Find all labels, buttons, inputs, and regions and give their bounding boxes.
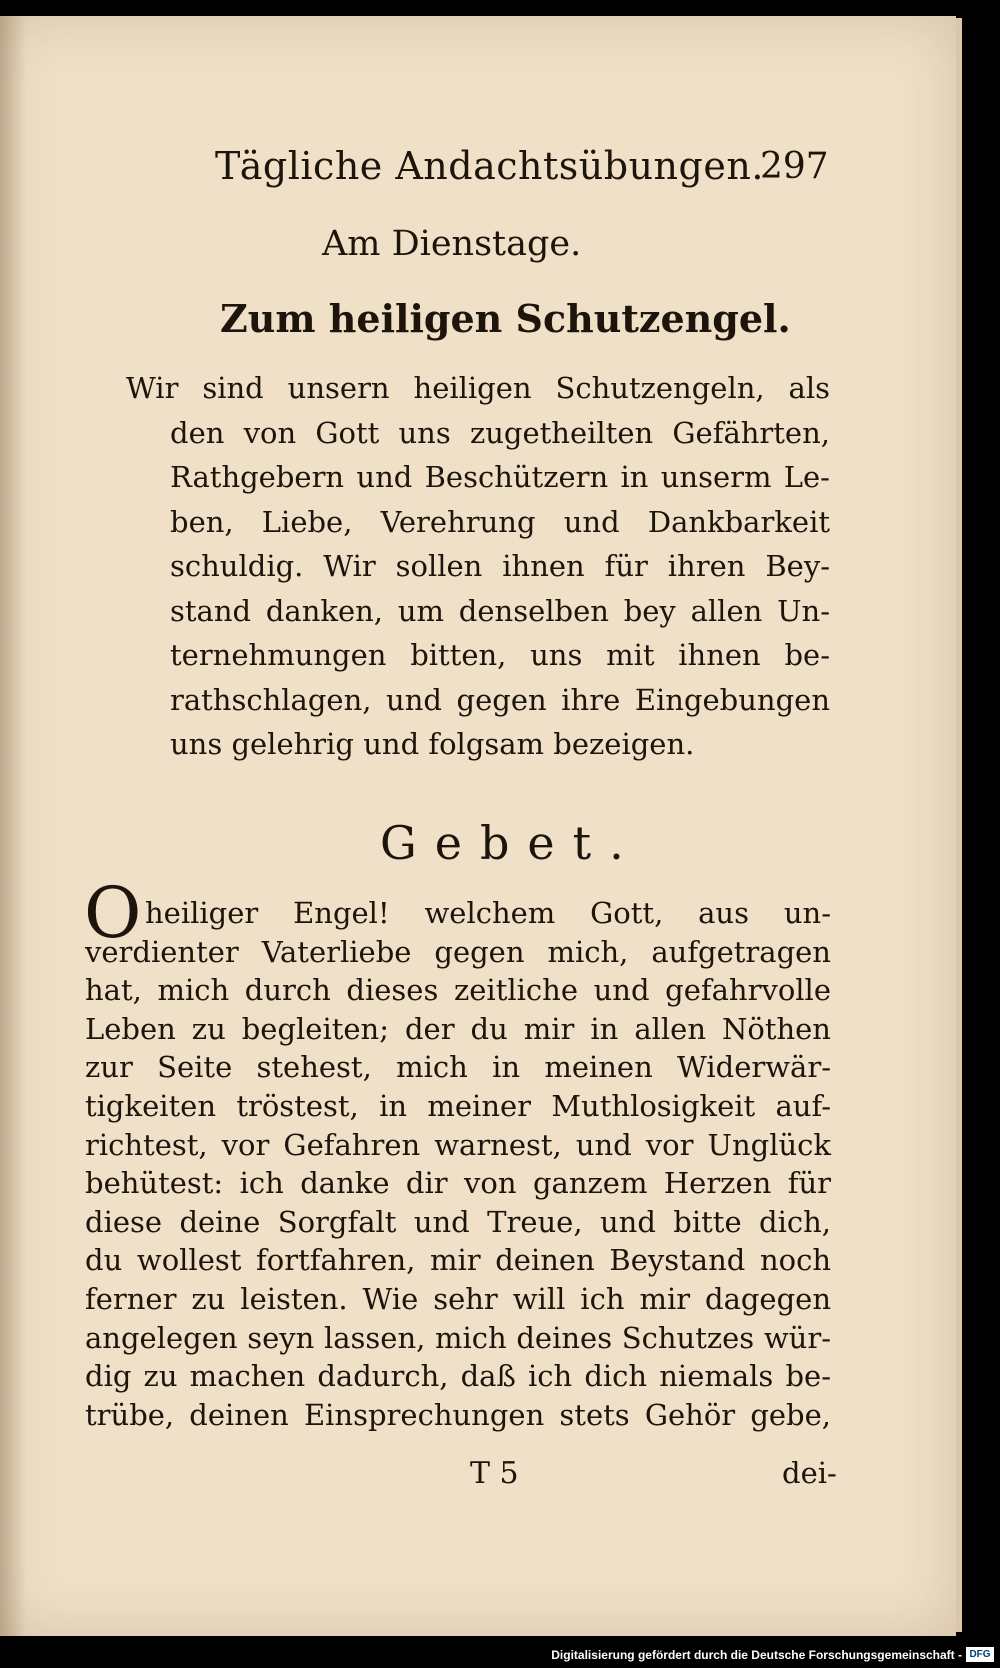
dfg-logo-icon: DFG: [966, 1647, 994, 1662]
text-line: ben, Liebe, Verehrung und Dankbarkeit: [170, 504, 830, 539]
text-line: ferner zu leisten. Wie sehr will ich mir dagegen: [85, 1281, 831, 1316]
drop-cap-initial: O: [84, 872, 142, 954]
page-number: 297: [760, 146, 829, 187]
page-edge: [956, 18, 962, 1632]
text-line: ternehmungen bitten, uns mit ihnen be-: [170, 638, 830, 672]
text-line: angelegen seyn lassen, mich deines Schutzes wür-: [85, 1320, 831, 1355]
section-title: Zum heiligen Schutzengel.: [220, 296, 791, 341]
text-line: diese deine Sorgfalt und Treue, und bitte dich,: [85, 1204, 831, 1239]
prayer-title: Gebet.: [380, 816, 642, 870]
text-line: den von Gott uns zugetheilten Gefährten,: [170, 415, 830, 450]
book-page: [0, 16, 956, 1636]
text-line: tigkeiten tröstest, in meiner Muthlosigkeit auf-: [85, 1088, 831, 1123]
text-line: Leben zu begleiten; der du mir in allen Nöthen: [85, 1011, 831, 1046]
text-line: richtest, vor Gefahren warnest, und vor Unglück: [85, 1127, 831, 1162]
text-line: Rathgebern und Beschützern in unserm Le-: [170, 460, 830, 494]
text-line: Wir sind unsern heiligen Schutzengeln, als: [126, 371, 830, 405]
text-line: verdienter Vaterliebe gegen mich, aufgetragen: [85, 934, 831, 969]
running-head: Tägliche Andachtsübungen.: [215, 144, 764, 188]
footer-credit: Digitalisierung gefördert durch die Deutsche Forschungsgemeinschaft -: [551, 1648, 962, 1662]
text-line: heiliger Engel! welchem Gott, aus un-: [145, 896, 831, 930]
text-line: uns gelehrig und folgsam bezeigen.: [170, 727, 695, 761]
signature-mark: T 5: [470, 1456, 519, 1491]
text-line: zur Seite stehest, mich in meinen Widerwär-: [85, 1050, 831, 1085]
text-line: behütest: ich danke dir von ganzem Herzen für: [85, 1166, 831, 1201]
prayer-paragraph: [85, 894, 831, 1434]
text-line: du wollest fortfahren, mir deinen Beystand noch: [85, 1243, 831, 1278]
subheading-day: Am Dienstage.: [322, 224, 582, 264]
text-line: rathschlagen, und gegen ihre Eingebungen: [170, 682, 830, 717]
text-line: hat, mich durch dieses zeitliche und gefahrvolle: [85, 973, 831, 1008]
text-line: dig zu machen dadurch, daß ich dich niemals be-: [85, 1359, 831, 1394]
catchword: dei-: [782, 1456, 837, 1490]
intro-paragraph: [126, 366, 830, 767]
text-line: stand danken, um denselben bey allen Un-: [170, 593, 830, 628]
text-line: schuldig. Wir sollen ihnen für ihren Bey-: [170, 549, 830, 583]
text-line: trübe, deinen Einsprechungen stets Gehör gebe,: [85, 1397, 831, 1432]
